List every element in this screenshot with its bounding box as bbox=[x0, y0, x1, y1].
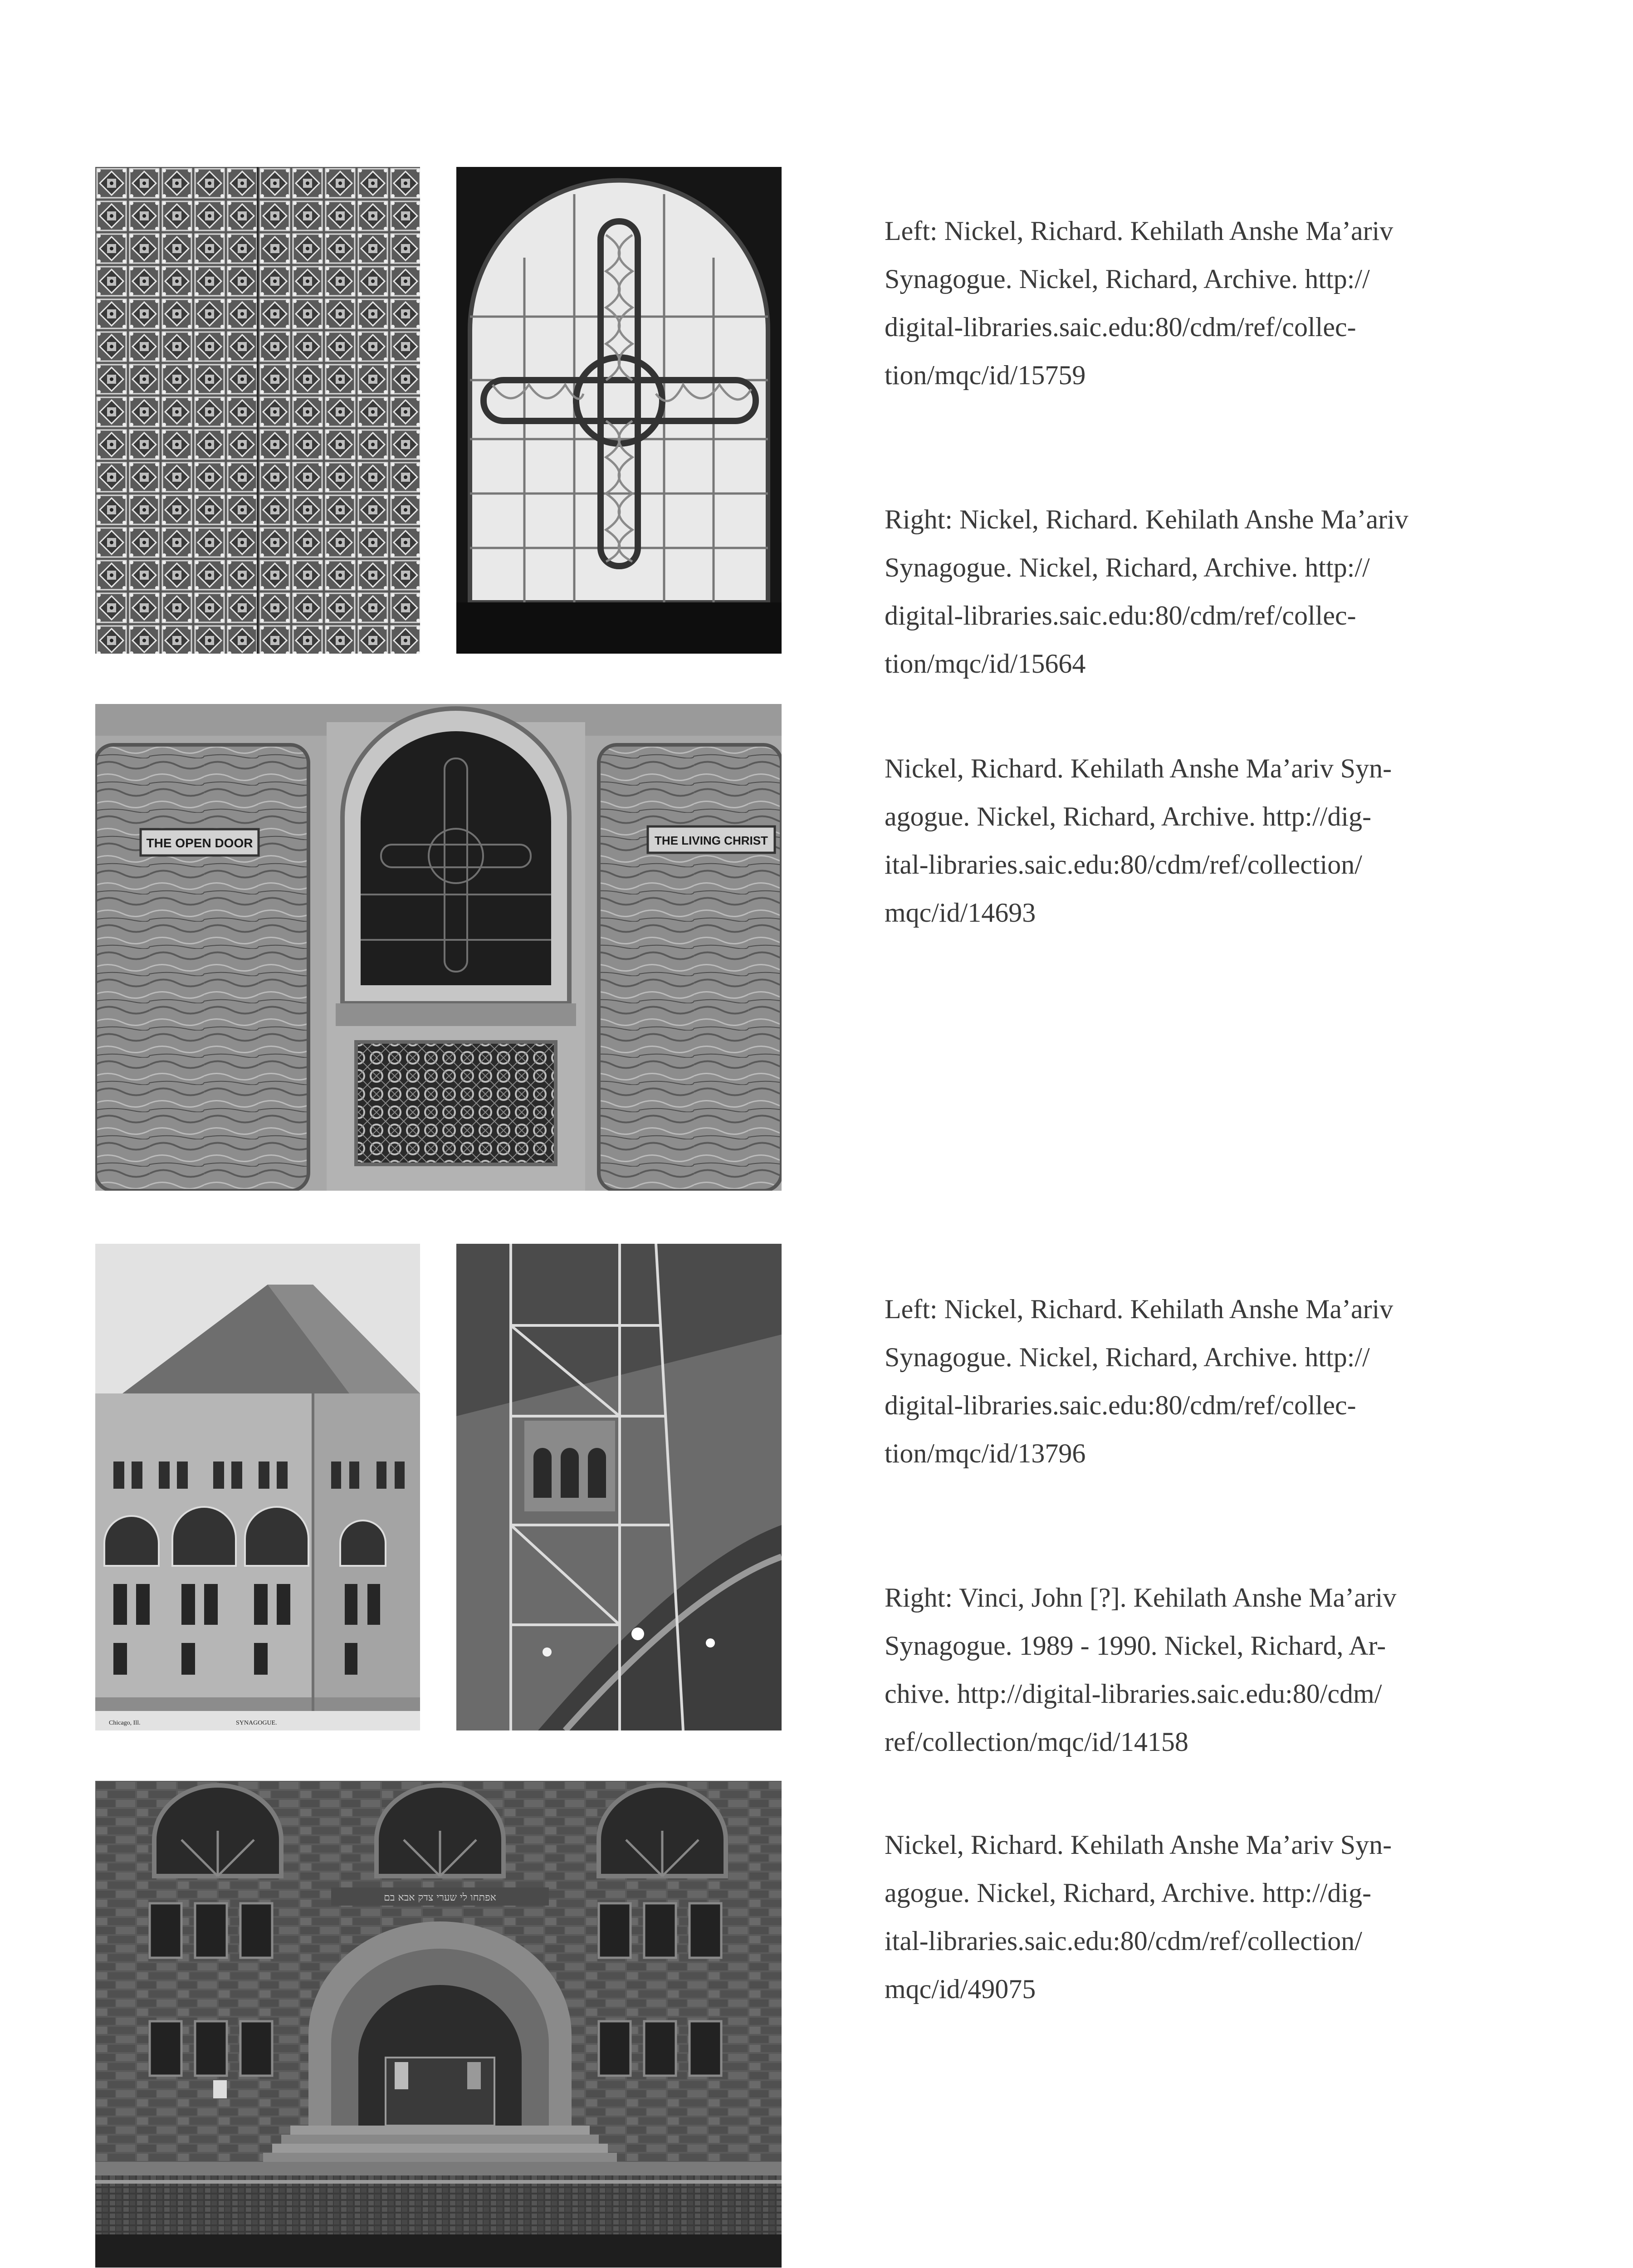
caption-row4: Nickel, Richard. Kehilath Anshe Ma’ariv Syn- agogue. Nickel, Richard, Archive. http://dig- ital-libraries.saic.edu:80/cdm/ref/collection/ mqc/id/49075 bbox=[885, 1830, 1392, 2004]
ornamental-tile-pattern-photo bbox=[95, 167, 420, 654]
caption-row1-left: Left: Nickel, Richard. Kehilath Anshe Ma’ariv Synagogue. Nickel, Richard, Archive. http:// digital-libraries.saic.edu:80/cdm/ref/collec- tion/mqc/id/15759 bbox=[885, 216, 1393, 390]
stained-glass-window-photo bbox=[456, 167, 782, 654]
caption-group-3 bbox=[885, 1237, 1551, 1814]
postcard-caption-title: SYNAGOGUE. bbox=[236, 1720, 277, 1726]
synagogue-corner-postcard-photo bbox=[95, 1244, 420, 1730]
caption-row2: Nickel, Richard. Kehilath Anshe Ma’ariv Syn- agogue. Nickel, Richard, Archive. http://dig- ital-libraries.saic.edu:80/cdm/ref/collection/ mqc/id/14693 bbox=[885, 753, 1392, 928]
synagogue-facade-photo bbox=[95, 1781, 782, 2268]
postcard-caption-city: Chicago, Ill. bbox=[109, 1720, 141, 1726]
caption-row3-left: Left: Nickel, Richard. Kehilath Anshe Ma’ariv Synagogue. Nickel, Richard, Archive. http:// digital-libraries.saic.edu:80/cdm/ref/collec- tion/mqc/id/13796 bbox=[885, 1294, 1393, 1468]
sign-living-christ: THE LIVING CHRIST bbox=[655, 834, 768, 847]
caption-row1-right: Right: Nickel, Richard. Kehilath Anshe Ma’ariv Synagogue. Nickel, Richard, Archive. http:// digital-libraries.saic.edu:80/cdm/ref/collec- tion/mqc/id/15664 bbox=[885, 504, 1408, 679]
interior-scaffolding-photo bbox=[456, 1244, 782, 1730]
boarded-doors-window-photo bbox=[95, 704, 782, 1191]
sign-open-door: THE OPEN DOOR bbox=[146, 836, 253, 850]
caption-group-4 bbox=[885, 1773, 1551, 2061]
caption-group-2 bbox=[885, 696, 1551, 985]
caption-row3-right: Right: Vinci, John [?]. Kehilath Anshe Ma’ariv Synagogue. 1989 - 1990. Nickel, Richard, Ar- chive. http://digital-libraries.saic.edu:80/cdm/ ref/collection/mqc/id/14158 bbox=[885, 1583, 1397, 1757]
caption-group-1 bbox=[885, 159, 1551, 736]
facade-hebrew-inscription: אפתחו לי שערי צדק אבא בם bbox=[384, 1892, 496, 1903]
